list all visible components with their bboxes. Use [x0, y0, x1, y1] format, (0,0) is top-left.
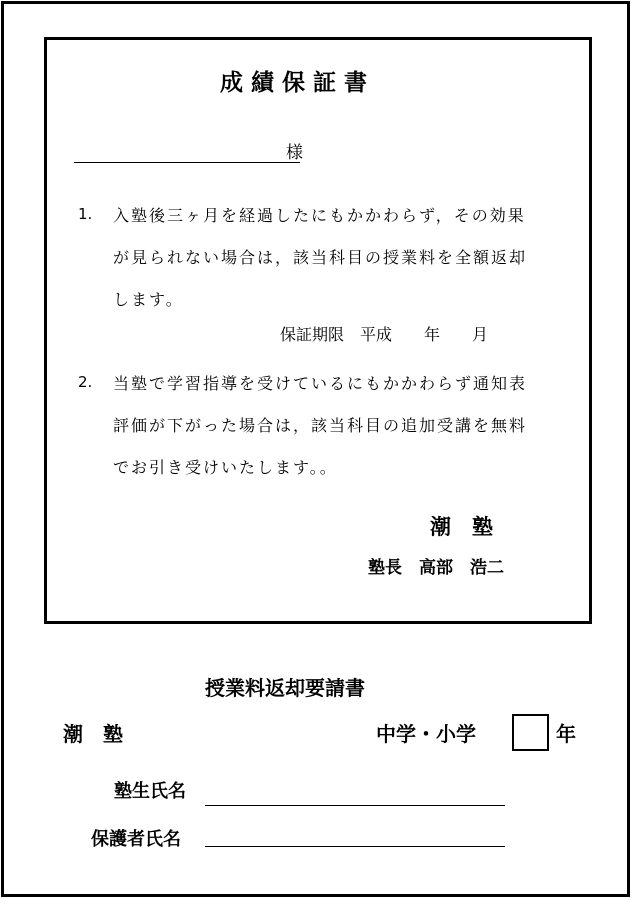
school-name-signature: 潮 塾 — [430, 515, 493, 539]
item-2-line-1: 当塾で学習指導を受けているにもかかわらず通知表 — [113, 374, 528, 393]
item-2-number: 2. — [78, 373, 93, 391]
item-1-line-2: が見られない場合は，該当科目の授業料を全額返却 — [113, 248, 528, 267]
grade-prefix: 中学・小学 — [376, 722, 476, 746]
recipient-name-line — [74, 162, 300, 163]
student-name-field[interactable] — [205, 805, 505, 806]
guarantee-period: 保証期限 平成 年 月 — [280, 325, 489, 344]
item-2-line-2: 評価が下がった場合は，該当科目の追加受講を無料 — [113, 416, 528, 435]
item-2-line-3: でお引き受けいたします。。 — [113, 458, 338, 477]
honorific: 様 — [286, 143, 303, 163]
item-1-line-3: します。 — [113, 290, 184, 309]
guardian-name-label: 保護者氏名 — [91, 829, 181, 850]
request-form-title: 授業料返却要請書 — [205, 676, 365, 700]
grade-input-box[interactable] — [512, 714, 549, 751]
certificate-title: 成績保証書 — [220, 70, 375, 96]
student-name-label: 塾生氏名 — [114, 781, 186, 802]
request-school-name: 潮 塾 — [63, 722, 123, 746]
item-1-line-1: 入塾後三ヶ月を経過したにもかかわらず，その効果 — [113, 206, 526, 225]
guardian-name-field[interactable] — [205, 846, 505, 847]
principal-signature: 塾長 高部 浩二 — [368, 558, 504, 578]
grade-suffix: 年 — [556, 722, 576, 746]
item-1-number: 1. — [78, 205, 93, 223]
